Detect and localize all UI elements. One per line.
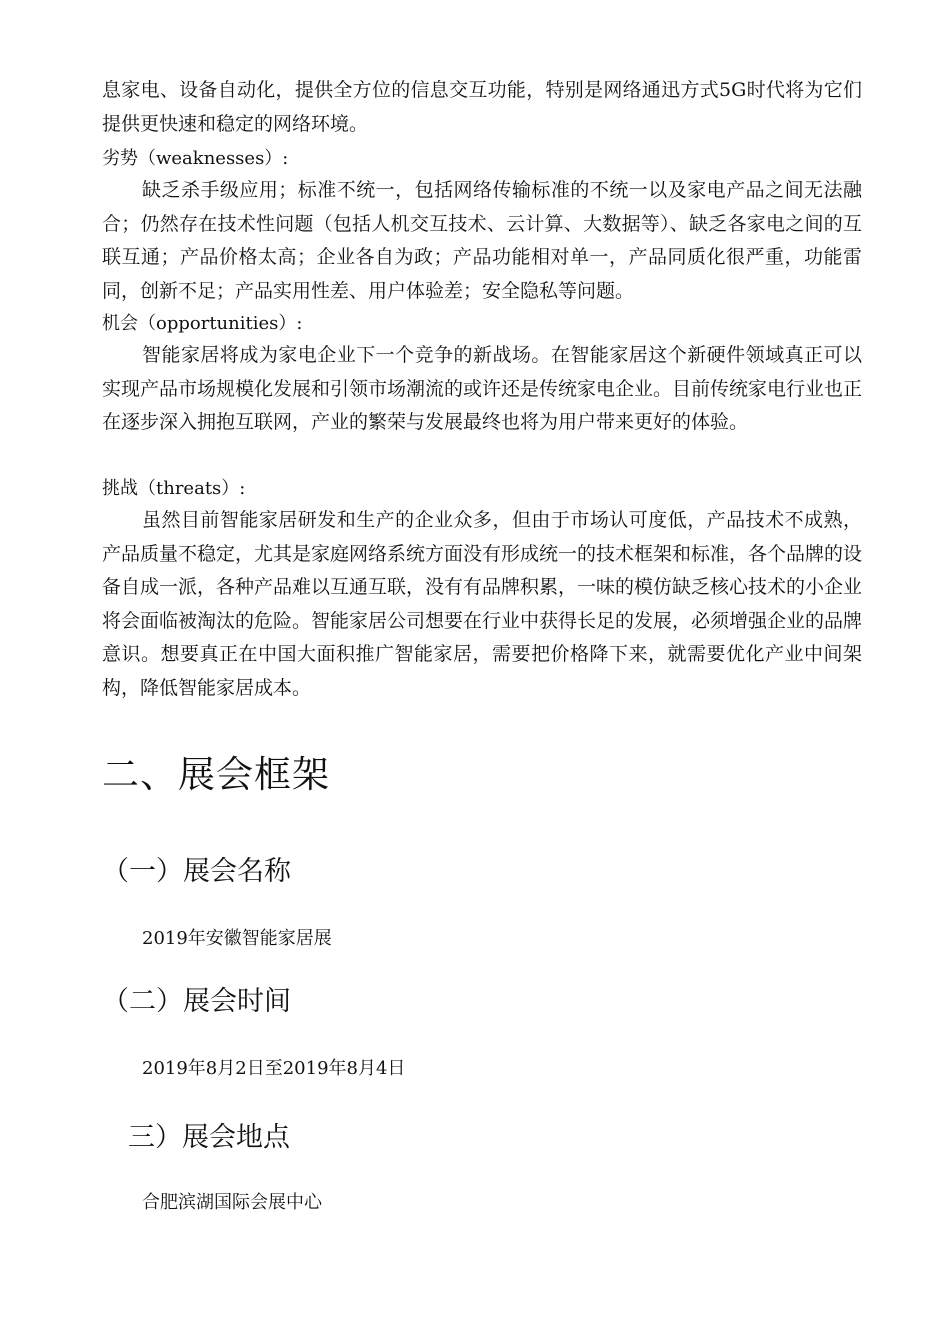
opportunities-label: 机会（opportunities）: [102, 313, 303, 334]
subheading-place: 三）展会地点 [128, 1122, 290, 1153]
weaknesses-label: 劣势（weaknesses）: [102, 148, 289, 169]
weaknesses-paragraph: 缺乏杀手级应用；标准不统一，包括网络传输标准的不统一以及家电产品之间无法融合；仍然存在技术性问题（包括人机交互技术、云计算、大数据等）、缺乏各家电之间的互联互通；产品价格太高；企业各自为政；产品功能相对单一，产品同质化很严重，功能雷同，创新不足；产品实用性差、用户体验差；安全隐私等问题。 [102, 179, 862, 302]
subheading-time: （二）展会时间 [102, 986, 291, 1017]
subheading-name: （一）展会名称 [102, 856, 291, 887]
opportunities-paragraph: 智能家居将成为家电企业下一个竞争的新战场。在智能家居这个新硬件领域真正可以实现产品市场规模化发展和引领市场潮流的或许还是传统家电企业。目前传统家电行业也正在逐步深入拥抱互联网，产业的繁荣与发展最终也将为用户带来更好的体验。 [102, 344, 863, 433]
exhibition-place: 合肥滨湖国际会展中心 [142, 1192, 322, 1213]
threats-label: 挑战（threats）: [102, 478, 246, 499]
exhibition-time: 2019年8月2日至2019年8月4日 [142, 1058, 406, 1079]
exhibition-name: 2019年安徽智能家居展 [142, 928, 332, 949]
intro-paragraph: 息家电、设备自动化，提供全方位的信息交互功能，特别是网络通迅方式5G时代将为它们提供更快速和稳定的网络环境。 [102, 79, 862, 135]
threats-paragraph: 虽然目前智能家居研发和生产的企业众多，但由于市场认可度低，产品技术不成熟，产品质量不稳定，尤其是家庭网络系统方面没有形成统一的技术框架和标准，各个品牌的设备自成一派，各种产品难以互通互联，没有有品牌积累，一味的模仿缺乏核心技术的小企业将会面临被淘汰的危险。智能家居公司想要在行业中获得长足的发展，必须增强企业的品牌意识。想要真正在中国大面积推广智能家居，需要把价格降下来，就需要优化产业中间架构，降低智能家居成本。 [102, 509, 863, 699]
section-heading: 二、展会框架 [102, 753, 330, 796]
